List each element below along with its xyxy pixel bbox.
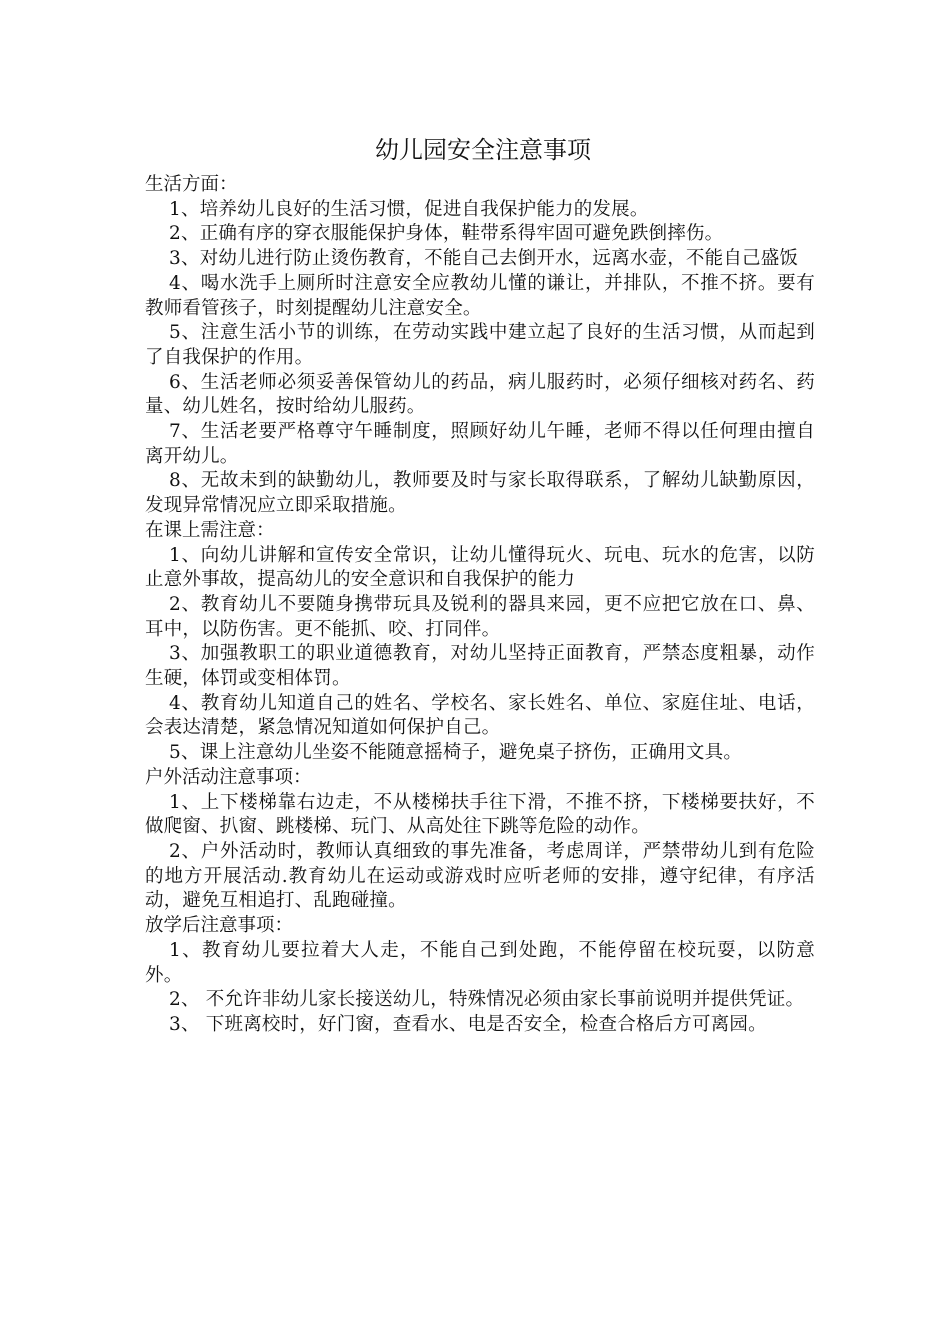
- section-heading: 生活方面：: [145, 174, 238, 195]
- list-item: 8、无故未到的缺勤幼儿，教师要及时与家长取得联系，了解幼儿缺勤原因，发现异常情况应立即采取措施。: [145, 470, 815, 517]
- list-item: 3、 下班离校时，好门窗，查看水、电是否安全，检查合格后方可离园。: [169, 1013, 767, 1035]
- list-item: 2、正确有序的穿衣服能保护身体，鞋带系得牢固可避免跌倒摔伤。: [169, 223, 724, 245]
- list-item: 3、对幼儿进行防止烫伤教育，不能自己去倒开水，远离水壶，不能自己盛饭: [169, 248, 799, 270]
- section-heading: 在课上需注意：: [145, 519, 275, 541]
- section-heading: 户外活动注意事项：: [145, 766, 312, 788]
- document-body: [145, 132, 815, 1038]
- list-item: 1、向幼儿讲解和宣传安全常识，让幼儿懂得玩火、玩电、玩水的危害，以防止意外事故，提高幼儿的安全意识和自我保护的能力: [145, 544, 815, 591]
- list-item: 6、生活老师必须妥善保管幼儿的药品，病儿服药时，必须仔细核对药名、药量、幼儿姓名，按时给幼儿服药。: [145, 371, 815, 418]
- list-item: 3、加强教职工的职业道德教育，对幼儿坚持正面教育，严禁态度粗暴，动作 生硬，体罚或变相体罚。: [145, 643, 815, 690]
- list-item: 1、培养幼儿良好的生活习惯，促进自我保护能力的发展。: [169, 198, 649, 220]
- list-item: 5、课上注意幼儿坐姿不能随意摇椅子，避免桌子挤伤，正确用文具。: [169, 742, 743, 764]
- section-life: [145, 173, 815, 519]
- list-item: 4、喝水洗手上厕所时注意安全应教幼儿懂的谦让，并排队，不推不挤。要有教师看管孩子，时刻提醒幼儿注意安全。: [145, 272, 815, 319]
- list-item: 2、户外活动时，教师认真细致的事先准备，考虑周详，严禁带幼儿到有危险的地方开展活动.教育幼儿在运动或游戏时应听老师的安排，遵守纪律，有序活动，避免互相追打、乱跑碰撞。: [145, 840, 815, 912]
- list-item: 4、教育幼儿知道自己的姓名、学校名、家长姓名、单位、家庭住址、电话，会表达清楚，紧急情况知道如何保护自己。: [145, 692, 815, 739]
- list-item: 2、 不允许非幼儿家长接送幼儿，特殊情况必须由家长事前说明并提供凭证。: [169, 989, 805, 1011]
- list-item: 2、教育幼儿不要随身携带玩具及锐利的器具来园，更不应把它放在口、鼻、耳中，以防伤害。更不能抓、咬、打同伴。: [145, 593, 815, 640]
- list-item: 1、上下楼梯靠右边走，不从楼梯扶手往下滑，不推不挤，下楼梯要扶好，不做爬窗、扒窗、跳楼梯、玩门、从高处往下跳等危险的动作。: [145, 791, 815, 838]
- section-after-school: [145, 914, 815, 1038]
- section-class: [145, 519, 815, 766]
- list-item: 7、生活老要严格尊守午睡制度，照顾好幼儿午睡，老师不得以任何理由擅自离开幼儿。: [145, 421, 815, 467]
- document-title: 幼儿园安全注意事项: [375, 136, 591, 164]
- section-outdoor: [145, 766, 815, 914]
- list-item: 5、注意生活小节的训练，在劳动实践中建立起了良好的生活习惯，从而起到了自我保护的作用。: [145, 322, 815, 368]
- list-item: 1、教育幼儿要拉着大人走，不能自己到处跑，不能停留在校玩耍，以防意外。: [145, 939, 815, 986]
- section-heading: 放学后注意事项：: [145, 915, 294, 937]
